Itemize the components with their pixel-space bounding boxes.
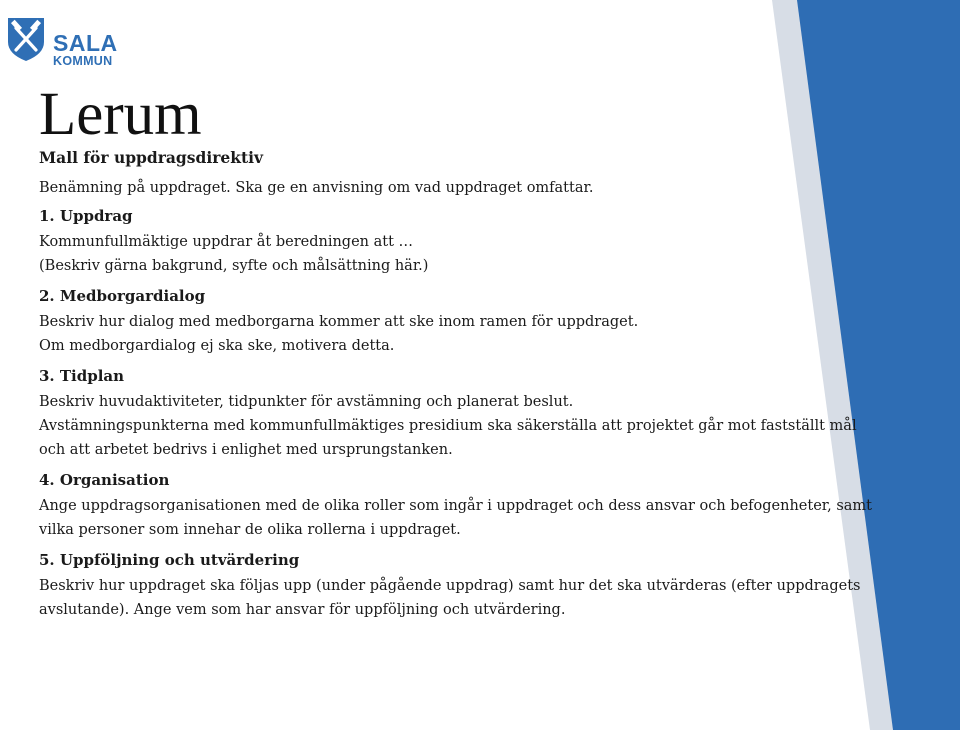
logo-name: SALA [53,30,118,56]
section-heading: 1. Uppdrag [39,207,133,225]
document-body [39,82,879,622]
section-line: avslutande). Ange vem som har ansvar för uppföljning och utvärdering. [39,602,566,618]
section-line: Om medborgardialog ej ska ske, motivera detta. [39,338,395,354]
section-line: Kommunfullmäktige uppdrar åt beredningen att … [39,234,414,250]
document-subtitle: Mall för uppdragsdirektiv [39,148,264,167]
section-heading: 5. Uppföljning och utvärdering [39,551,300,569]
section-heading: 2. Medborgardialog [39,287,206,305]
section-heading: 3. Tidplan [39,367,125,385]
section-line: Beskriv hur uppdraget ska följas upp (under pågående uppdrag) samt hur det ska utvärderas (efter uppdragets [39,578,861,594]
section-medborgardialog [39,286,879,358]
crossed-hammers-shield-icon [6,16,46,62]
logo-subname: KOMMUN [53,54,113,68]
section-uppdrag [39,206,879,278]
section-line: Avstämningspunkterna med kommunfullmäktiges presidium ska säkerställa att projektet går mot fastställt mål [39,418,857,434]
section-line: och att arbetet bedrivs i enlighet med ursprungstanken. [39,442,453,458]
section-uppfoljning [39,550,879,622]
sala-kommun-logo [6,14,124,68]
section-line: Beskriv huvudaktiviteter, tidpunkter för avstämning och planerat beslut. [39,394,574,410]
section-line: Ange uppdragsorganisationen med de olika roller som ingår i uppdraget och dess ansvar och befogenheter, samt [39,498,873,514]
section-line: vilka personer som innehar de olika rollerna i uppdraget. [39,522,461,538]
section-heading: 4. Organisation [39,471,170,489]
section-line: Beskriv hur dialog med medborgarna kommer att ske inom ramen för uppdraget. [39,314,639,330]
section-organisation [39,470,879,542]
page-title: Lerum [39,81,202,148]
section-tidplan [39,366,879,462]
section-line: (Beskriv gärna bakgrund, syfte och målsättning här.) [39,258,429,274]
intro-text: Benämning på uppdraget. Ska ge en anvisning om vad uppdraget omfattar. [39,180,594,196]
